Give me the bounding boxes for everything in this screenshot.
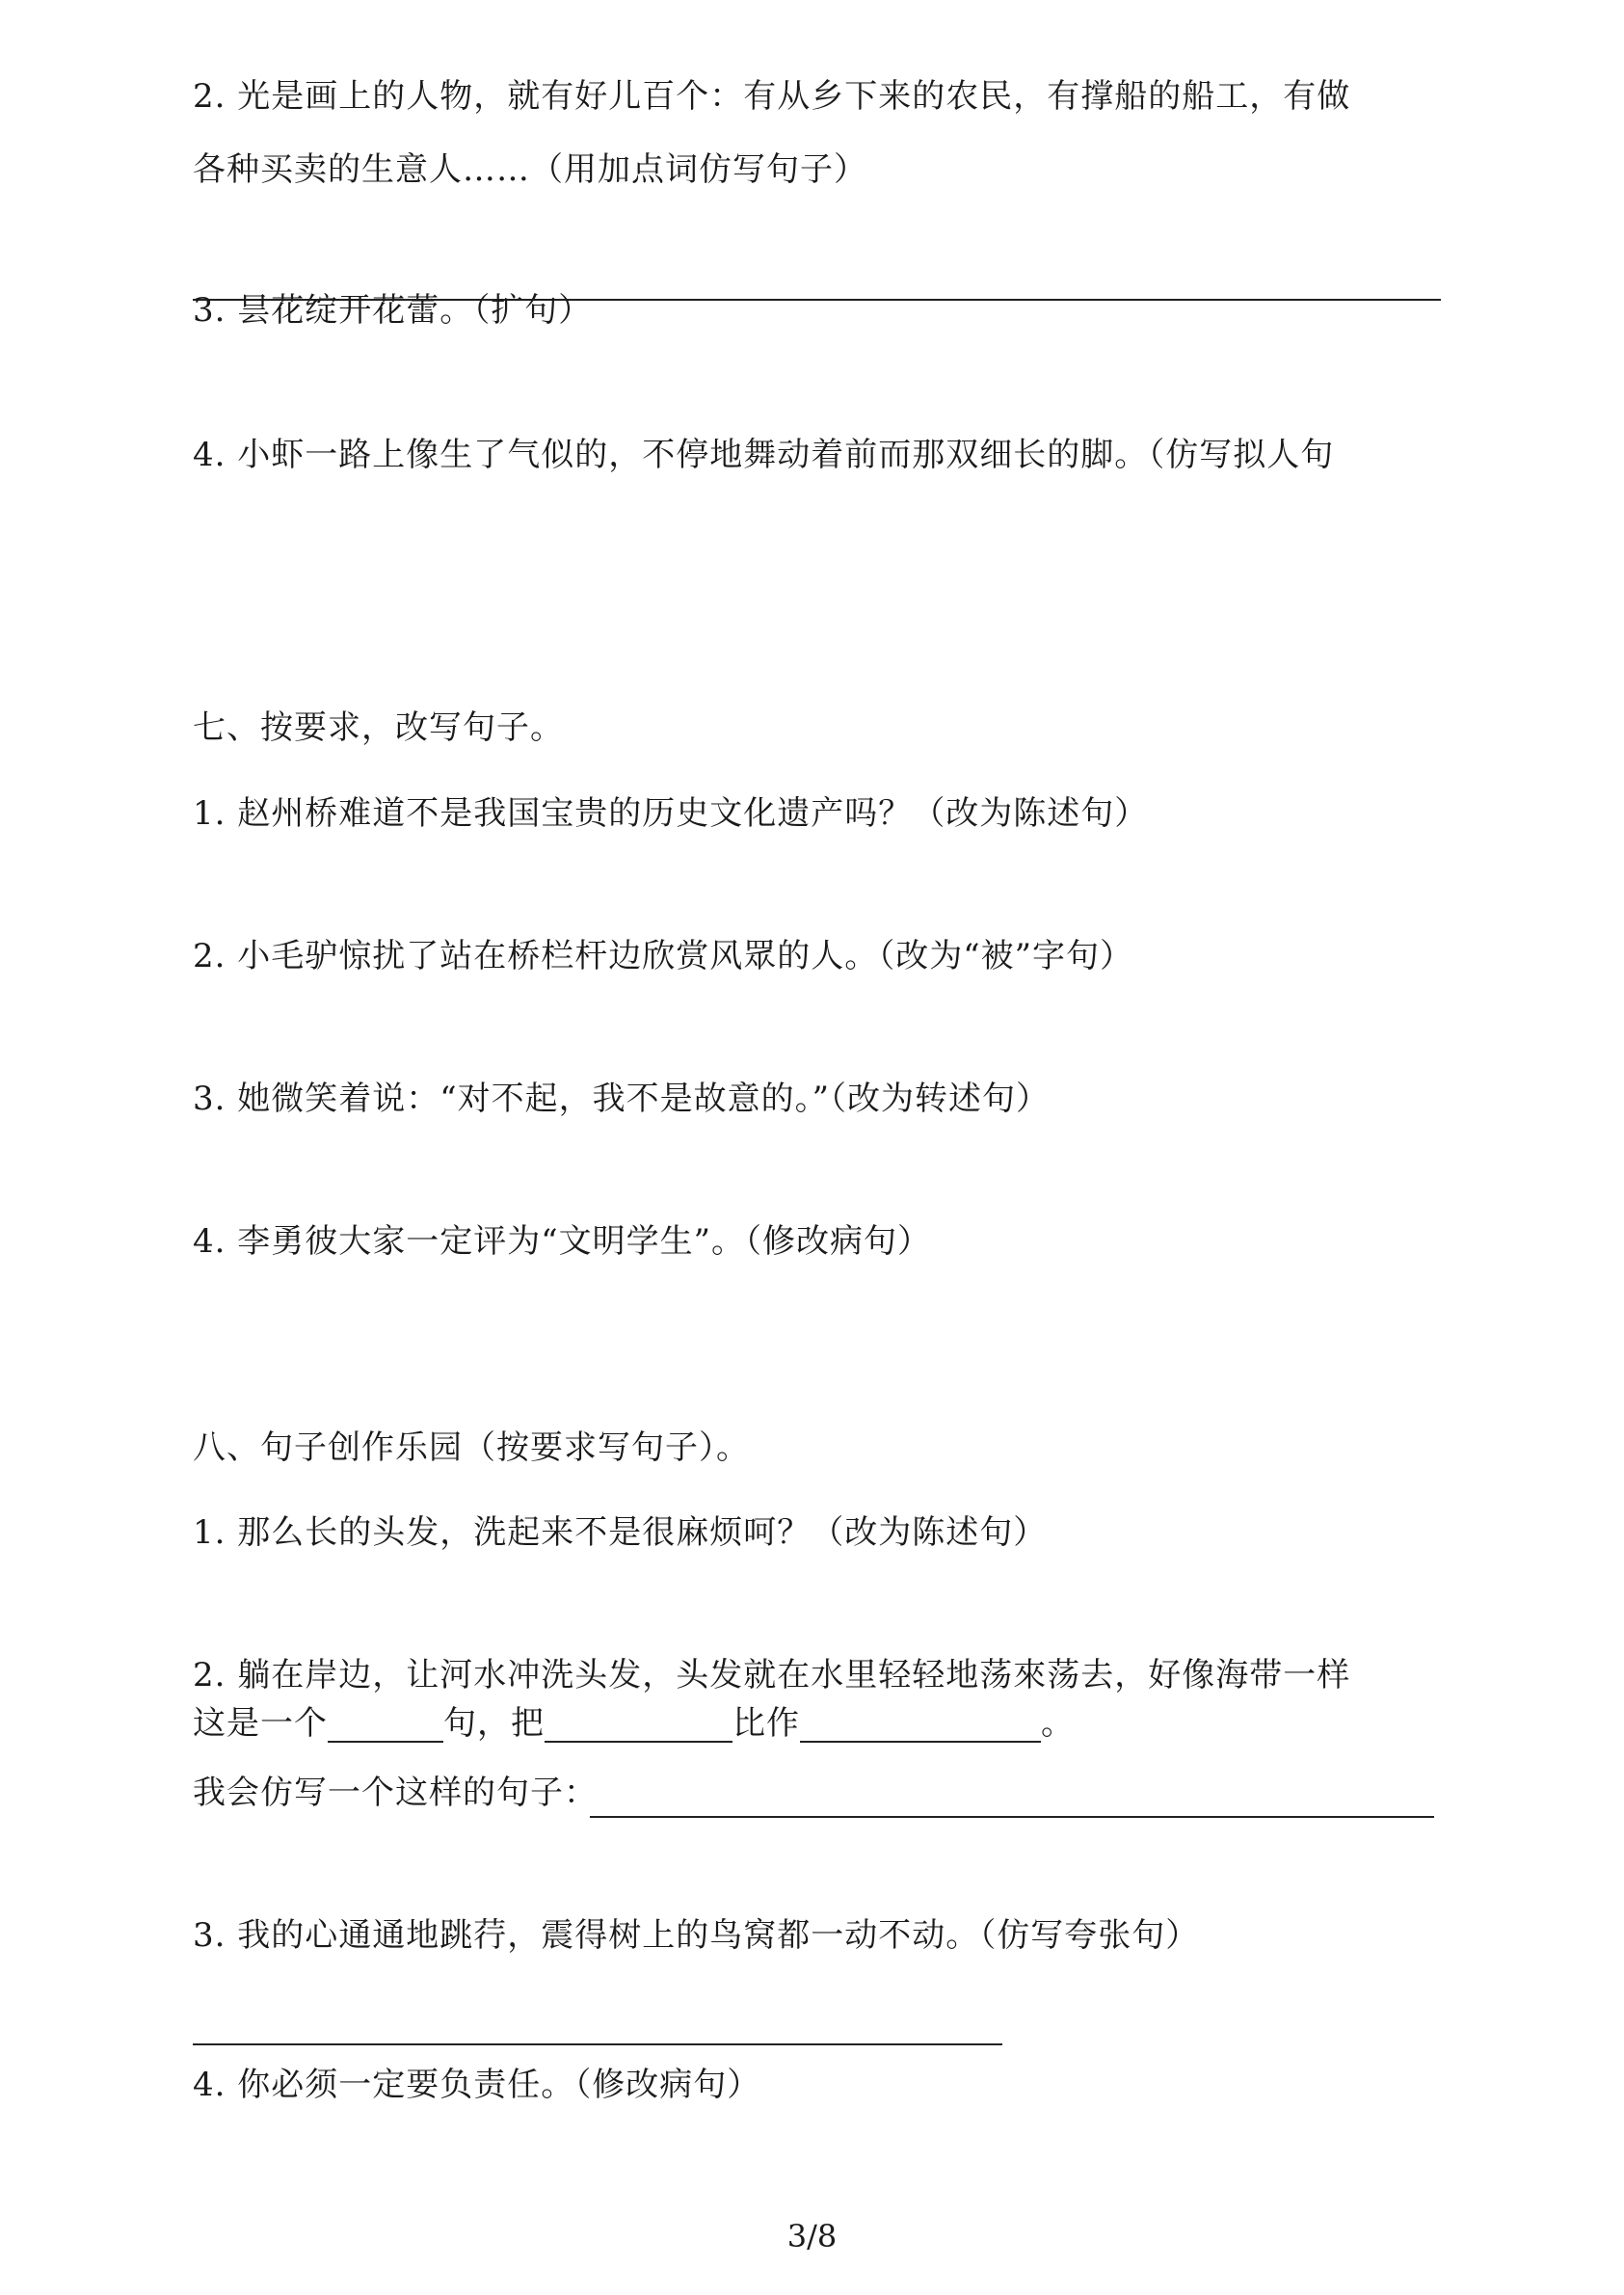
s7-item-2: 2. 小毛驴惊扰了站在桥栏杆边欣赏风眾的人。（改为“被”字句） bbox=[193, 937, 1134, 975]
s8-q3-answer-line[interactable] bbox=[193, 2043, 1002, 2045]
s6-q4: 4. 小虾一路上像生了气似的，不停地舞动着前而那双细长的脚。（仿写拟人句 bbox=[193, 436, 1335, 474]
s8-q2-fill-row bbox=[193, 1704, 1075, 1743]
s8-q4: 4. 你必须一定要负责任。（修改病句） bbox=[193, 2066, 761, 2104]
s6-q3: 3. 昙花绽开花蕾。（扩句） bbox=[193, 291, 593, 330]
s8-q2-imitate-answer-line[interactable] bbox=[590, 1816, 1434, 1818]
s7-item-4: 4. 李勇彼大家一定评为“文明学生”。（修改病句） bbox=[193, 1222, 932, 1261]
sentence-type-blank[interactable] bbox=[328, 1710, 443, 1743]
s8-q2: 2. 躺在岸边，让河水冲洗头发，头发就在水里轻轻地荡來荡去，好像海带一样 bbox=[193, 1656, 1351, 1695]
s6-q2-line1: 2. 光是画上的人物，就有好儿百个：有从乡下来的农民，有撑船的船工，有做 bbox=[193, 77, 1351, 116]
fill-mid2: 比作 bbox=[732, 1704, 800, 1743]
object-blank[interactable] bbox=[545, 1710, 732, 1743]
fill-suffix: 。 bbox=[1041, 1704, 1075, 1743]
fill-mid1: 句，把 bbox=[443, 1704, 545, 1743]
s8-q2-imitate-label: 我会仿写一个这样的句子： bbox=[193, 1774, 598, 1812]
s6-q2-line2: 各种买卖的生意人……（用加点词仿写句子） bbox=[193, 150, 867, 189]
page-number: 3/8 bbox=[786, 2218, 838, 2255]
s8-heading: 八、句子创作乐园（按要求写句子）。 bbox=[193, 1428, 750, 1467]
fill-prefix: 这是一个 bbox=[193, 1704, 328, 1743]
s7-item-1: 1. 赵州桥难道不是我国宝贵的历史文化遗产吗？（改为陈述句） bbox=[193, 794, 1149, 833]
compared-to-blank[interactable] bbox=[800, 1710, 1041, 1743]
s8-q1: 1. 那么长的头发，洗起来不是很麻烦呵？（改为陈述句） bbox=[193, 1513, 1048, 1552]
s8-q3: 3. 我的心通通地跳荇，震得树上的鸟窝都一动不动。（仿写夸张句） bbox=[193, 1916, 1200, 1955]
s7-item-3: 3. 她微笑着说：“对不起，我不是故意的。”（改为转述句） bbox=[193, 1080, 1051, 1118]
s7-heading: 七、按要求，改写句子。 bbox=[193, 708, 564, 747]
